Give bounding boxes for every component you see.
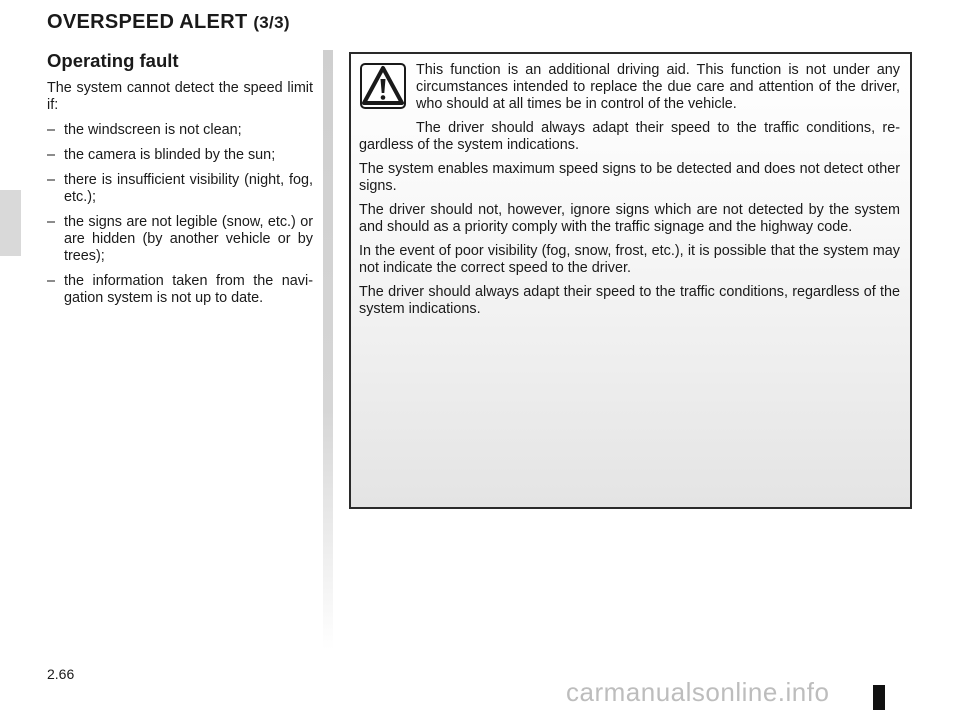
operating-fault-section [47,50,313,315]
dash-bullet: – [47,214,56,230]
list-item-text: the camera is blinded by the sun; [64,147,276,163]
list-item [47,273,313,307]
warning-paragraph: The driver should not, however, ignore signs which are not detected by the system and should as a priority comply with the traffic signage and the highway code. [359,202,900,235]
warning-paragraph: The driver should always adapt their speed to the traffic conditions, re-gardless of the system indications. [359,120,900,153]
warning-paragraph: This function is an additional driving aid. This function is not under any circumstances intended to replace the due care and attention of the driver, who should at all times be in control of the vehicle. [416,62,900,112]
dash-bullet: – [47,147,56,163]
dash-bullet: – [47,172,56,188]
warning-paragraph: In the event of poor visibility (fog, snow, frost, etc.), it is possible that the system may not indicate the correct speed to the driver. [359,243,900,276]
watermark: carmanualsonline.info [566,677,830,707]
list-item-text: the signs are not legible (snow, etc.) or are hidden (by another vehicle or by trees); [64,214,313,264]
page-part-indicator: (3/3) [253,13,290,32]
list-item [47,214,313,265]
chapter-tab [0,190,21,256]
list-item-text: there is insufficient visibility (night, fog, etc.); [64,172,313,205]
warning-text [359,62,900,325]
warning-box [349,52,912,509]
dash-bullet: – [47,122,56,138]
list-item [47,147,313,164]
section-heading: Operating fault [47,50,179,71]
list-item [47,122,313,139]
column-divider [323,50,333,650]
page-title [47,11,290,34]
warning-paragraph: The system enables maximum speed signs to be detected and does not detect other signs. [359,161,900,194]
dash-bullet: – [47,273,56,289]
fault-list [47,122,313,307]
page-number: 2.66 [47,666,75,682]
list-item-text: the information taken from the navi-gation system is not up to date. [64,273,313,306]
list-item-text: the windscreen is not clean; [64,122,242,138]
section-intro: The system cannot detect the speed limit if: [47,80,313,113]
warning-paragraph: The driver should always adapt their speed to the traffic conditions, regardless of the system indications. [359,284,900,317]
page-title-text: OVERSPEED ALERT [47,11,248,33]
list-item [47,172,313,206]
corner-mark [873,685,885,710]
